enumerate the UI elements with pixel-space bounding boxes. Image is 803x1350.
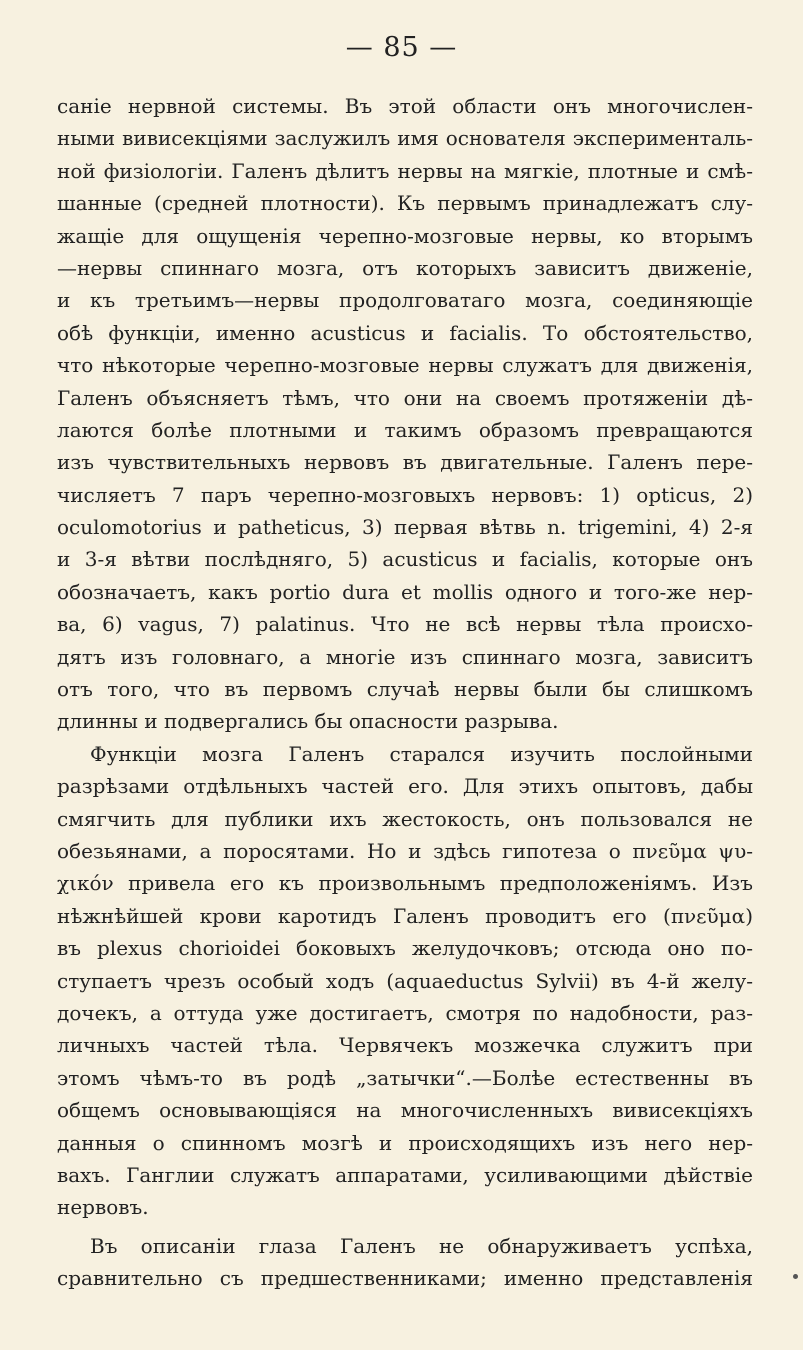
text-line: числяетъ 7 паръ черепно-мозговыхъ нервовъ: 1) opticus, 2) (57, 482, 753, 507)
text-line: изъ чувствительныхъ нервовъ въ двигательные. Галенъ пере- (57, 450, 753, 475)
text-line: вахъ. Ганглии служатъ аппаратами, усиливающими дѣйствіе (57, 1162, 753, 1187)
text-line: oculomotorius и patheticus, 3) первая вѣтвь n. trigemini, 4) 2-я (57, 515, 753, 540)
text-line: что нѣкоторые черепно-мозговые нервы служатъ для движенія, (57, 353, 753, 378)
text-line: обѣ функціи, именно acusticus и facialis. То обстоятельство, (57, 320, 753, 345)
text-line: Функціи мозга Галенъ старался изучить послойными (90, 741, 753, 766)
text-line: саніе нервной системы. Въ этой области онъ многочислен- (57, 94, 753, 118)
text-line: χικόν привела его къ произвольнымъ предположеніямъ. Изъ (57, 871, 753, 896)
text-line: жащіе для ощущенія черепно-мозговые нервы, ко вторымъ (57, 223, 753, 248)
text-line: разрѣзами отдѣльныхъ частей его. Для этихъ опытовъ, дабы (57, 774, 753, 799)
paper-speck (793, 1274, 798, 1279)
text-line: и къ третьимъ—нервы продолговатаго мозга, соединяющіе (57, 288, 753, 313)
text-line: нервовъ. (57, 1195, 149, 1220)
text-line: обезьянами, а поросятами. Но и здѣсь гипотеза о πνεῦμα ψυ- (57, 838, 753, 863)
text-line: Галенъ объясняетъ тѣмъ, что они на своемъ протяженіи дѣ- (57, 385, 753, 410)
text-line: дочекъ, а оттуда уже достигаетъ, смотря по надобности, раз- (57, 1000, 753, 1025)
text-line: общемъ основывающіяся на многочисленныхъ вивисекціяхъ (57, 1098, 753, 1123)
text-line: смягчить для публики ихъ жестокость, онъ пользовался не (57, 806, 753, 831)
text-line: въ plexus chorioidei боковыхъ желудочковъ; отсюда оно по- (57, 936, 753, 961)
text-line: шанные (средней плотности). Къ первымъ принадлежатъ слу- (57, 191, 753, 216)
text-line: сравнительно съ предшественниками; именно представленія (57, 1266, 753, 1291)
text-line: данныя о спинномъ мозгѣ и происходящихъ изъ него нер- (57, 1130, 753, 1155)
text-line: обозначаетъ, какъ portio dura et mollis одного и того-же нер- (57, 579, 753, 604)
text-line: нѣжнѣйшей крови каротидъ Галенъ проводитъ его (πνεῦμα) (57, 903, 753, 928)
text-line: этомъ чѣмъ-то въ родѣ „затычки“.—Болѣе естественны въ (57, 1065, 753, 1090)
text-line: длинны и подвергались бы опасности разрыва. (57, 709, 559, 734)
text-line: Въ описаніи глаза Галенъ не обнаруживаетъ успѣха, (90, 1233, 753, 1258)
text-line: лаются болѣе плотными и такимъ образомъ превращаются (57, 417, 753, 442)
text-line: дятъ изъ головнаго, а многіе изъ спиннаго мозга, зависитъ (57, 644, 753, 669)
text-line: ной физіологіи. Галенъ дѣлитъ нервы на мягкіе, плотные и смѣ- (57, 158, 753, 183)
text-line: ва, 6) vagus, 7) palatinus. Что не всѣ нервы тѣла происхо- (57, 612, 753, 637)
text-line: ступаетъ чрезъ особый ходъ (aquaeductus Sylvii) въ 4-й желу- (57, 968, 753, 993)
text-line: ными вивисекціями заслужилъ имя основателя эксперименталь- (57, 126, 753, 151)
text-line: личныхъ частей тѣла. Червячекъ мозжечка служитъ при (57, 1033, 753, 1058)
body-text (57, 90, 753, 1294)
text-line: и 3-я вѣтви послѣдняго, 5) acusticus и facialis, которые онъ (57, 547, 753, 572)
text-line: —нервы спиннаго мозга, отъ которыхъ зависитъ движеніе, (57, 255, 753, 280)
text-line: отъ того, что въ первомъ случаѣ нервы были бы слишкомъ (57, 677, 753, 702)
page-number: — 85 — (345, 32, 458, 63)
